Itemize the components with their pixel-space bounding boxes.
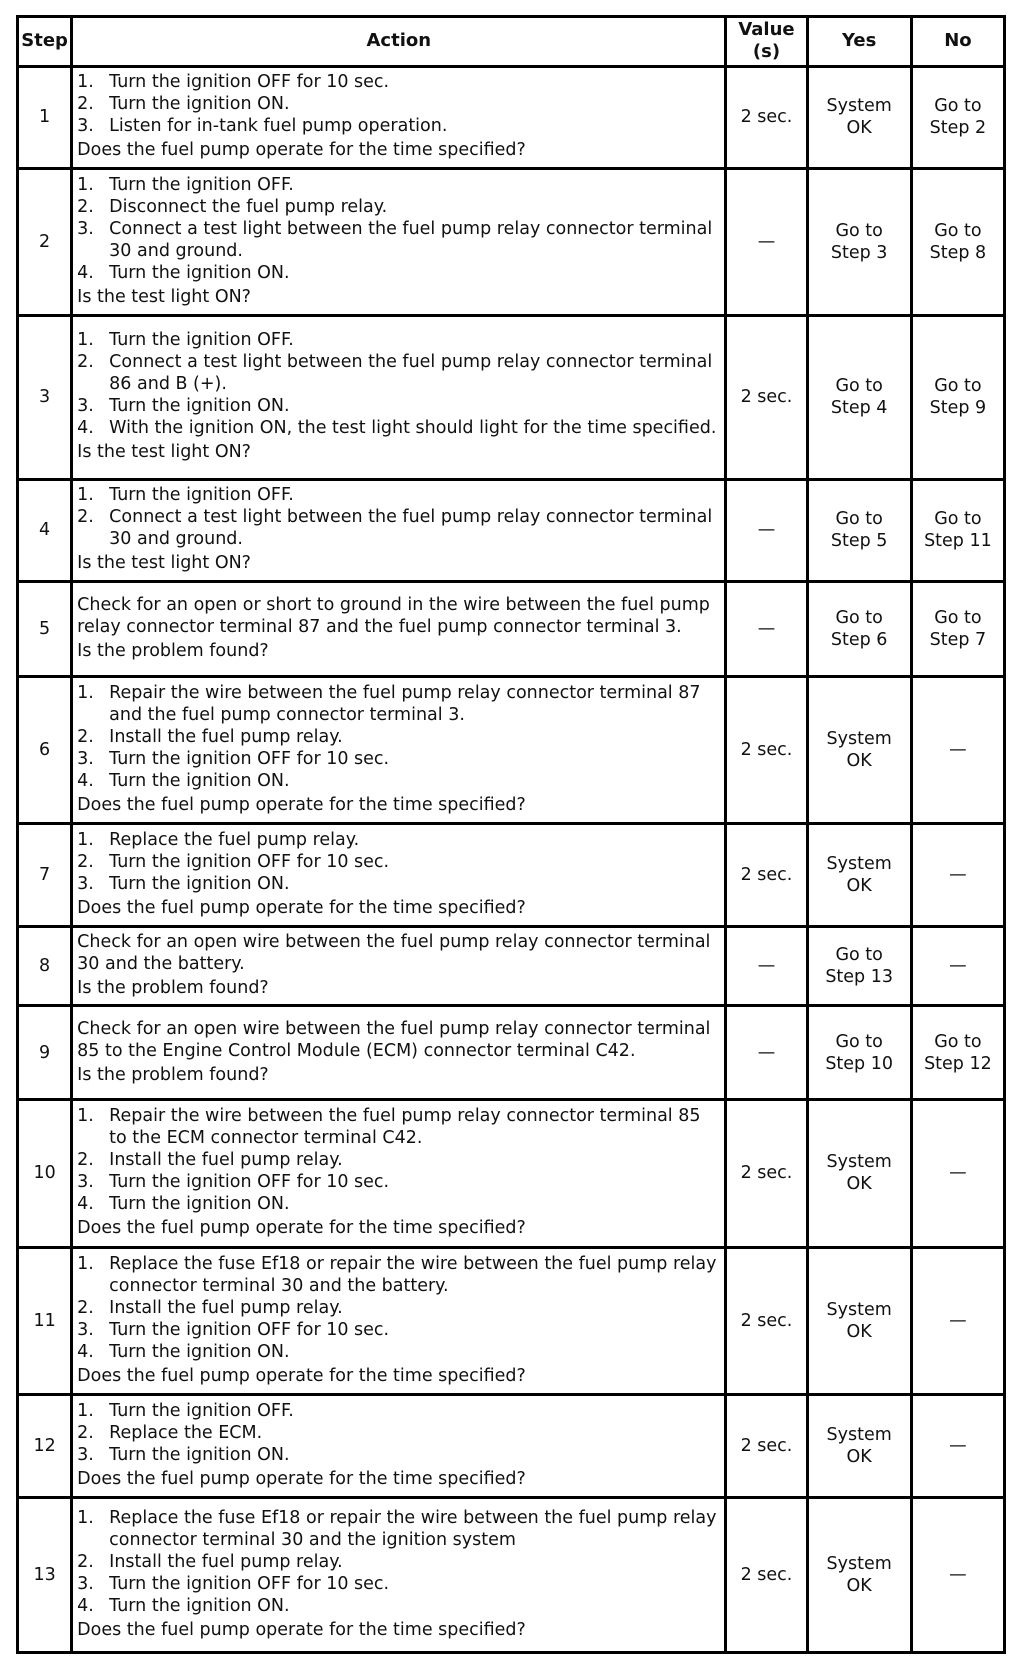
action-item-number: 2.	[77, 727, 94, 748]
action-item-number: 4.	[77, 1595, 94, 1616]
action-item-number: 1.	[77, 1254, 94, 1275]
value-cell: 2 sec.	[726, 1395, 807, 1497]
no-line: Step 9	[929, 398, 987, 419]
action-item	[77, 770, 718, 792]
yes-cell	[807, 479, 911, 581]
no-line: —	[949, 1311, 967, 1332]
action-item	[77, 1193, 718, 1215]
action-question: Does the fuel pump operate for the time specified?	[77, 795, 526, 816]
action-item-number: 1.	[77, 1400, 94, 1421]
action-item-text: Replace the fuse Ef18 or repair the wire between the fuel pump relay connector terminal 30 and the battery.	[109, 1254, 717, 1297]
step-number: 13	[19, 1497, 72, 1651]
action-question: Is the test light ON?	[77, 442, 251, 463]
action-item	[77, 1595, 718, 1617]
action-item-text: Install the fuel pump relay.	[109, 727, 343, 748]
action-item-number: 2.	[77, 1551, 94, 1572]
action-item-text: Repair the wire between the fuel pump relay connector terminal 85 to the ECM connector terminal C42.	[109, 1106, 701, 1149]
no-cell	[911, 926, 1003, 1006]
action-item-number: 1.	[77, 485, 94, 506]
yes-line: Go to	[835, 607, 883, 628]
header-yes: Yes	[807, 18, 911, 66]
action-item	[77, 329, 718, 351]
table-row	[19, 676, 1003, 824]
action-item	[77, 1341, 718, 1363]
yes-line: OK	[846, 1575, 872, 1596]
action-item-text: Turn the ignition ON.	[109, 771, 290, 792]
header-action: Action	[72, 18, 726, 66]
action-item-number: 4.	[77, 771, 94, 792]
action-question: Is the test light ON?	[77, 287, 251, 308]
step-number: 1	[19, 66, 72, 168]
yes-line: OK	[846, 118, 872, 139]
value-cell: —	[726, 479, 807, 581]
no-line: Go to	[934, 509, 982, 530]
table-row	[19, 1395, 1003, 1497]
action-paragraph: Check for an open or short to ground in the wire between the fuel pump relay connector terminal 87 and the fuel pump connector terminal 3.	[77, 594, 710, 637]
table-row	[19, 1006, 1003, 1100]
action-item-number: 3.	[77, 873, 94, 894]
table-row	[19, 168, 1003, 316]
action-item-number: 3.	[77, 219, 94, 240]
yes-line: OK	[846, 751, 872, 772]
yes-line: Step 6	[830, 629, 888, 650]
action-item-text: Turn the ignition OFF for 10 sec.	[109, 851, 390, 872]
step-number: 6	[19, 676, 72, 824]
action-item-number: 2.	[77, 507, 94, 528]
action-item	[77, 506, 718, 550]
value-cell: 2 sec.	[726, 316, 807, 479]
yes-line: OK	[846, 1322, 872, 1343]
action-cell	[72, 316, 726, 479]
no-line: Go to	[934, 607, 982, 628]
no-line: Go to	[934, 221, 982, 242]
value-cell: 2 sec.	[726, 1497, 807, 1651]
action-item	[77, 417, 718, 439]
table-body	[19, 66, 1003, 1651]
header-row	[19, 18, 1003, 66]
action-paragraph: Check for an open wire between the fuel pump relay connector terminal 85 to the Engine Control Module (ECM) connector terminal C42.	[77, 1018, 711, 1061]
yes-line: System	[826, 1300, 892, 1321]
yes-line: System	[826, 1152, 892, 1173]
action-item-number: 3.	[77, 116, 94, 137]
header-value	[726, 18, 807, 66]
step-number: 11	[19, 1247, 72, 1395]
action-item-text: Turn the ignition OFF.	[109, 485, 294, 506]
no-cell	[911, 676, 1003, 824]
table-row	[19, 1100, 1003, 1248]
action-item-text: Turn the ignition ON.	[109, 396, 290, 417]
action-item-number: 4.	[77, 418, 94, 439]
yes-line: System	[826, 96, 892, 117]
no-line: —	[949, 1435, 967, 1456]
action-item-text: Turn the ignition ON.	[109, 1342, 290, 1363]
action-question: Does the fuel pump operate for the time specified?	[77, 1366, 526, 1387]
action-item-text: Install the fuel pump relay.	[109, 1551, 343, 1572]
no-line: Step 7	[929, 629, 987, 650]
yes-line: System	[826, 853, 892, 874]
action-item	[77, 851, 718, 873]
action-cell	[72, 676, 726, 824]
action-item	[77, 484, 718, 506]
action-item-number: 2.	[77, 1422, 94, 1443]
action-item-text: Disconnect the fuel pump relay.	[109, 197, 388, 218]
no-cell	[911, 581, 1003, 676]
no-cell	[911, 1100, 1003, 1248]
action-item-text: Turn the ignition OFF for 10 sec.	[109, 72, 390, 93]
action-cell	[72, 1006, 726, 1100]
action-item-number: 1.	[77, 175, 94, 196]
value-cell: 2 sec.	[726, 824, 807, 926]
action-cell	[72, 824, 726, 926]
action-question: Does the fuel pump operate for the time specified?	[77, 140, 526, 161]
action-item	[77, 174, 718, 196]
action-item-text: Turn the ignition ON.	[109, 263, 290, 284]
yes-cell	[807, 824, 911, 926]
action-item-number: 3.	[77, 1573, 94, 1594]
no-line: —	[949, 955, 967, 976]
action-item-number: 1.	[77, 683, 94, 704]
action-item-number: 2.	[77, 197, 94, 218]
action-item-text: Connect a test light between the fuel pump relay connector terminal 30 and ground.	[109, 219, 713, 262]
yes-line: System	[826, 1553, 892, 1574]
action-item-text: Connect a test light between the fuel pump relay connector terminal 86 and B (+).	[109, 352, 713, 395]
no-cell	[911, 66, 1003, 168]
no-line: —	[949, 864, 967, 885]
action-item-text: Turn the ignition OFF for 10 sec.	[109, 1172, 390, 1193]
no-line: —	[949, 1163, 967, 1184]
action-item	[77, 1319, 718, 1341]
step-number: 8	[19, 926, 72, 1006]
step-number: 3	[19, 316, 72, 479]
no-cell	[911, 1247, 1003, 1395]
action-item	[77, 262, 718, 284]
action-item-number: 4.	[77, 263, 94, 284]
action-item-text: Install the fuel pump relay.	[109, 1150, 343, 1171]
action-item	[77, 196, 718, 218]
table-row	[19, 824, 1003, 926]
table-row	[19, 1247, 1003, 1395]
action-item-number: 2.	[77, 851, 94, 872]
step-number: 5	[19, 581, 72, 676]
action-item-text: Turn the ignition ON.	[109, 873, 290, 894]
step-number: 12	[19, 1395, 72, 1497]
action-item	[77, 1105, 718, 1149]
action-item	[77, 218, 718, 262]
action-cell	[72, 66, 726, 168]
no-cell	[911, 479, 1003, 581]
action-item-number: 1.	[77, 72, 94, 93]
action-item-number: 3.	[77, 1444, 94, 1465]
action-item-text: Replace the fuse Ef18 or repair the wire between the fuel pump relay connector terminal 30 and the ignition system	[109, 1507, 717, 1550]
step-number: 9	[19, 1006, 72, 1100]
action-item	[77, 682, 718, 726]
action-item-number: 1.	[77, 330, 94, 351]
action-item	[77, 1297, 718, 1319]
action-cell	[72, 1247, 726, 1395]
no-cell	[911, 1497, 1003, 1651]
yes-line: OK	[846, 1446, 872, 1467]
no-line: Step 2	[929, 118, 987, 139]
diagnostic-table	[19, 18, 1003, 1651]
yes-cell	[807, 316, 911, 479]
action-item	[77, 1444, 718, 1466]
no-line: Go to	[934, 1031, 982, 1052]
table-row	[19, 926, 1003, 1006]
table-row	[19, 316, 1003, 479]
action-item-number: 2.	[77, 1150, 94, 1171]
no-line: Step 8	[929, 243, 987, 264]
action-item-number: 3.	[77, 749, 94, 770]
action-item	[77, 726, 718, 748]
action-question: Does the fuel pump operate for the time specified?	[77, 1218, 526, 1239]
yes-cell	[807, 581, 911, 676]
action-item	[77, 1573, 718, 1595]
yes-line: Go to	[835, 221, 883, 242]
value-cell: 2 sec.	[726, 1100, 807, 1248]
action-item-number: 3.	[77, 1320, 94, 1341]
action-question: Is the test light ON?	[77, 553, 251, 574]
action-item	[77, 1551, 718, 1573]
yes-line: Step 13	[825, 966, 893, 987]
action-cell	[72, 1497, 726, 1651]
action-paragraph: Check for an open wire between the fuel pump relay connector terminal 30 and the battery.	[77, 931, 711, 974]
action-item-number: 4.	[77, 1194, 94, 1215]
action-item	[77, 1400, 718, 1422]
no-line: Go to	[934, 376, 982, 397]
step-number: 2	[19, 168, 72, 316]
header-no: No	[911, 18, 1003, 66]
action-item-number: 1.	[77, 1106, 94, 1127]
action-item-text: Turn the ignition OFF for 10 sec.	[109, 1573, 390, 1594]
action-cell	[72, 1100, 726, 1248]
yes-cell	[807, 1497, 911, 1651]
table-row	[19, 581, 1003, 676]
yes-line: Go to	[835, 376, 883, 397]
no-line: —	[949, 740, 967, 761]
yes-line: Go to	[835, 509, 883, 530]
action-item	[77, 71, 718, 93]
action-item-text: Replace the ECM.	[109, 1422, 263, 1443]
yes-cell	[807, 168, 911, 316]
value-cell: 2 sec.	[726, 676, 807, 824]
action-item	[77, 1422, 718, 1444]
yes-cell	[807, 1395, 911, 1497]
action-item-text: Turn the ignition OFF.	[109, 1400, 294, 1421]
no-line: —	[949, 1564, 967, 1585]
action-item-number: 4.	[77, 1342, 94, 1363]
no-cell	[911, 316, 1003, 479]
diagnostic-table-frame	[16, 15, 1006, 1654]
value-cell: 2 sec.	[726, 66, 807, 168]
yes-line: Step 3	[830, 243, 888, 264]
yes-line: System	[826, 729, 892, 750]
yes-line: Go to	[835, 1031, 883, 1052]
yes-cell	[807, 926, 911, 1006]
action-item-text: Turn the ignition OFF.	[109, 330, 294, 351]
action-item-number: 1.	[77, 829, 94, 850]
action-item	[77, 748, 718, 770]
yes-cell	[807, 1006, 911, 1100]
action-item-text: Turn the ignition ON.	[109, 1595, 290, 1616]
no-line: Go to	[934, 96, 982, 117]
action-item	[77, 351, 718, 395]
action-cell	[72, 581, 726, 676]
action-item	[77, 829, 718, 851]
yes-line: Step 4	[830, 398, 888, 419]
table-row	[19, 66, 1003, 168]
action-question: Does the fuel pump operate for the time specified?	[77, 1619, 526, 1640]
action-item	[77, 1253, 718, 1297]
yes-line: OK	[846, 1174, 872, 1195]
no-line: Step 12	[924, 1053, 992, 1074]
value-cell: —	[726, 581, 807, 676]
action-item	[77, 93, 718, 115]
no-cell	[911, 1395, 1003, 1497]
action-item	[77, 395, 718, 417]
action-item	[77, 115, 718, 137]
header-value-line2: (s)	[752, 41, 781, 63]
action-cell	[72, 479, 726, 581]
step-number: 4	[19, 479, 72, 581]
no-line: Step 11	[924, 531, 992, 552]
table-row	[19, 479, 1003, 581]
yes-line: Step 10	[825, 1053, 893, 1074]
action-item-text: Listen for in-tank fuel pump operation.	[109, 116, 448, 137]
value-cell: 2 sec.	[726, 1247, 807, 1395]
step-number: 10	[19, 1100, 72, 1248]
no-cell	[911, 824, 1003, 926]
action-question: Is the problem found?	[77, 640, 269, 661]
value-cell: —	[726, 1006, 807, 1100]
yes-line: Step 5	[830, 531, 888, 552]
yes-cell	[807, 1100, 911, 1248]
action-item-number: 2.	[77, 1298, 94, 1319]
action-item-number: 1.	[77, 1507, 94, 1528]
yes-cell	[807, 676, 911, 824]
action-item-number: 3.	[77, 396, 94, 417]
yes-cell	[807, 66, 911, 168]
action-item-text: Turn the ignition OFF for 10 sec.	[109, 1320, 390, 1341]
table-row	[19, 1497, 1003, 1651]
action-item	[77, 873, 718, 895]
action-cell	[72, 1395, 726, 1497]
yes-line: Go to	[835, 944, 883, 965]
action-item-text: Turn the ignition ON.	[109, 1444, 290, 1465]
no-cell	[911, 1006, 1003, 1100]
action-item-text: Turn the ignition ON.	[109, 1194, 290, 1215]
yes-line: System	[826, 1424, 892, 1445]
action-item-number: 2.	[77, 94, 94, 115]
action-item-number: 2.	[77, 352, 94, 373]
value-cell: —	[726, 926, 807, 1006]
action-item-text: Turn the ignition OFF.	[109, 175, 294, 196]
action-item-text: Repair the wire between the fuel pump relay connector terminal 87 and the fuel pump connector terminal 3.	[109, 683, 701, 726]
action-item-text: Install the fuel pump relay.	[109, 1298, 343, 1319]
action-item-text: With the ignition ON, the test light should light for the time specified.	[109, 418, 717, 439]
action-cell	[72, 926, 726, 1006]
action-question: Does the fuel pump operate for the time specified?	[77, 897, 526, 918]
action-cell	[72, 168, 726, 316]
no-cell	[911, 168, 1003, 316]
action-item-text: Replace the fuel pump relay.	[109, 829, 360, 850]
header-step: Step	[19, 18, 72, 66]
action-item-text: Turn the ignition ON.	[109, 94, 290, 115]
header-value-line1: Value	[738, 19, 795, 41]
yes-cell	[807, 1247, 911, 1395]
action-item-text: Connect a test light between the fuel pump relay connector terminal 30 and ground.	[109, 507, 713, 550]
action-item-number: 3.	[77, 1172, 94, 1193]
step-number: 7	[19, 824, 72, 926]
action-item	[77, 1507, 718, 1551]
action-item	[77, 1171, 718, 1193]
action-question: Does the fuel pump operate for the time specified?	[77, 1468, 526, 1489]
value-cell: —	[726, 168, 807, 316]
action-question: Is the problem found?	[77, 1064, 269, 1085]
action-question: Is the problem found?	[77, 977, 269, 998]
action-item-text: Turn the ignition OFF for 10 sec.	[109, 749, 390, 770]
yes-line: OK	[846, 875, 872, 896]
action-item	[77, 1149, 718, 1171]
